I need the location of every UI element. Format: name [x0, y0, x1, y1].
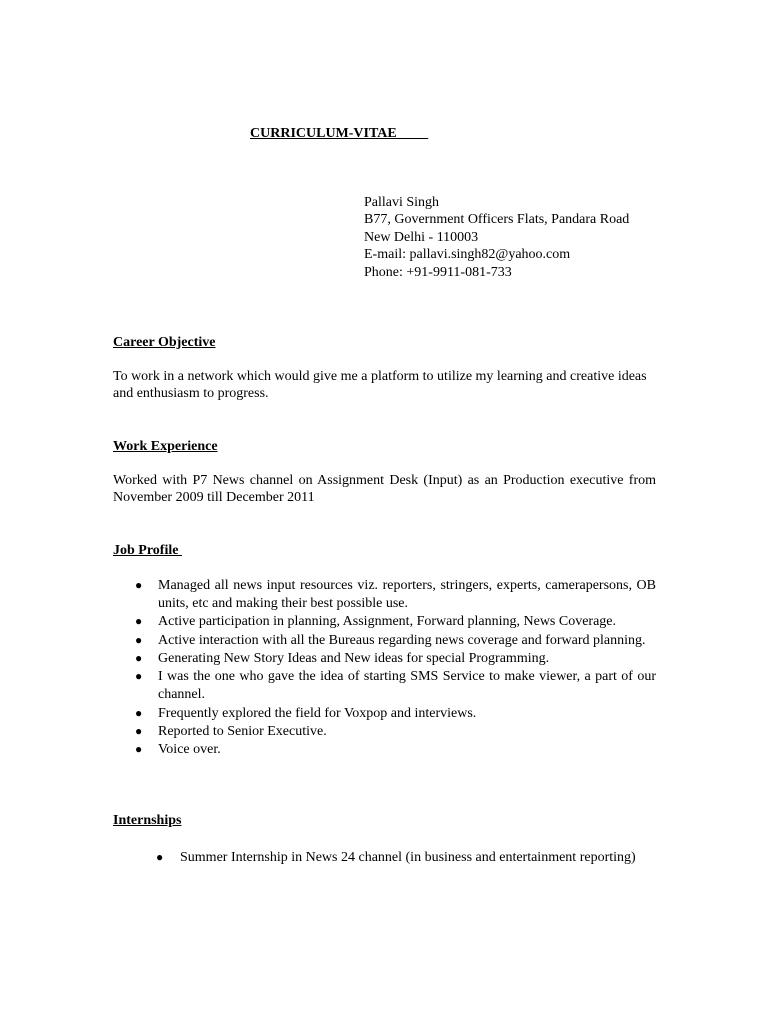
contact-address-line2: New Delhi - 110003: [364, 229, 479, 245]
list-item: [113, 668, 656, 704]
contact-block: [364, 194, 629, 281]
list-item-text: Frequently explored the field for Voxpop and interviews.: [158, 705, 477, 721]
bullet-icon: ●: [135, 650, 143, 665]
list-item: [113, 650, 656, 668]
bullet-icon: ●: [135, 723, 143, 738]
list-item: [136, 849, 656, 866]
list-item: [113, 741, 656, 759]
bullet-icon: ●: [156, 850, 164, 864]
bullet-icon: ●: [135, 705, 143, 720]
list-item-text: Managed all news input resources viz. reporters, stringers, experts, camerapersons, OB units, etc and making their best possible use.: [158, 578, 656, 611]
bullet-icon: ●: [135, 632, 143, 647]
contact-name: Pallavi Singh: [364, 195, 440, 210]
list-item-text: Active interaction with all the Bureaus regarding news coverage and forward planning.: [158, 632, 646, 648]
career-objective-heading: Career Objective: [113, 335, 216, 350]
list-item: [113, 705, 656, 723]
list-item-text: I was the one who gave the idea of starting SMS Service to make viewer, a part of our channel.: [158, 669, 656, 703]
bullet-icon: ●: [135, 669, 143, 684]
list-item: [113, 632, 656, 650]
list-item-text: Active participation in planning, Assignment, Forward planning, News Coverage.: [158, 614, 617, 630]
internships-heading: Internships: [113, 813, 182, 828]
internships-list: [136, 849, 656, 866]
list-item: [113, 577, 656, 613]
list-item-text: Summer Internship in News 24 channel (in business and entertainment reporting): [180, 850, 636, 865]
contact-phone: Phone: +91-9911-081-733: [364, 264, 512, 280]
list-item-text: Generating New Story Ideas and New ideas for special Programming.: [158, 650, 550, 666]
list-item-text: Reported to Senior Executive.: [158, 723, 327, 739]
work-experience-heading: Work Experience: [113, 439, 218, 454]
document-title: CURRICULUM-VITAE: [250, 126, 429, 141]
bullet-icon: ●: [135, 742, 143, 757]
bullet-icon: ●: [135, 578, 143, 592]
career-objective-text: To work in a network which would give me a platform to utilize my learning and creative ideas and enthusiasm to progress.: [113, 369, 647, 402]
job-profile-list: [113, 577, 656, 760]
bullet-icon: ●: [135, 614, 143, 629]
contact-address-line1: B77, Government Officers Flats, Pandara Road: [364, 212, 630, 228]
contact-email: E-mail: pallavi.singh82@yahoo.com: [364, 247, 571, 263]
list-item: [113, 613, 656, 631]
list-item: [113, 723, 656, 741]
work-experience-text: Worked with P7 News channel on Assignment Desk (Input) as an Production executive from November 2009 till December 2011: [113, 473, 656, 506]
job-profile-heading: Job Profile: [113, 543, 182, 558]
list-item-text: Voice over.: [158, 742, 221, 758]
